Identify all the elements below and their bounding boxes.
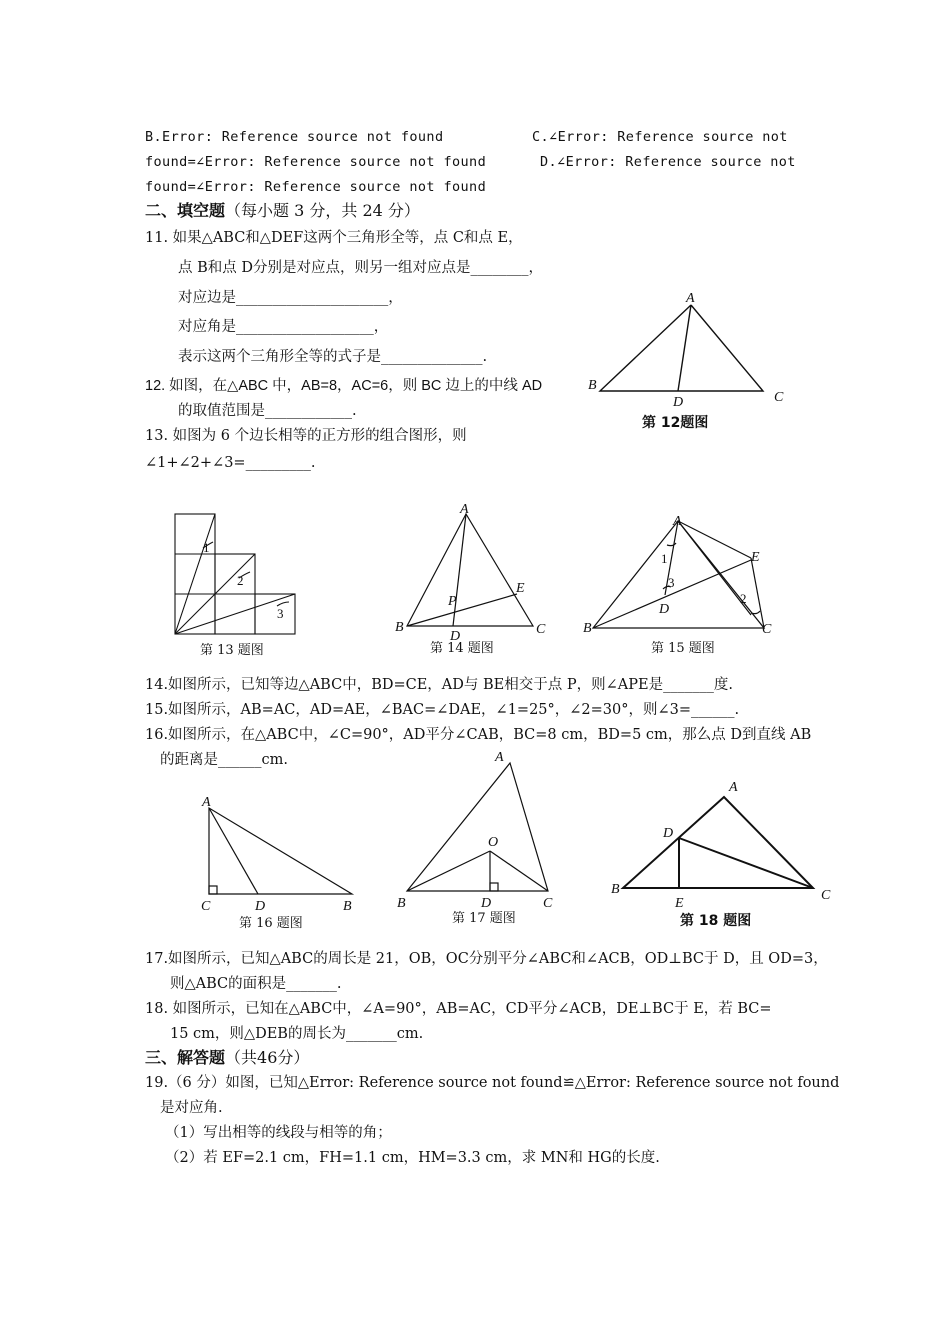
fig16-label-b: B — [343, 899, 352, 914]
fig15-caption: 第 15 题图 — [651, 641, 715, 656]
fig15-label-2: 2 — [740, 591, 747, 606]
q16-line1: 16.如图所示，在△ABC中，∠C=90°，AD平分∠CAB，BC=8 cm，BD=5 cm，那么点 D到直线 AB — [145, 727, 812, 743]
q12-line2: 的取值范围是____________. — [178, 403, 357, 419]
figure-17 — [390, 745, 565, 930]
fig15-label-a: A — [673, 514, 682, 529]
option-d: D.∠Error: Reference source not — [540, 154, 796, 170]
fig14-label-e: E — [516, 581, 525, 596]
fig14-label-b: B — [395, 620, 404, 635]
figure-14 — [390, 498, 560, 658]
figure-12 — [580, 285, 800, 435]
section-2-heading — [145, 201, 420, 221]
option-d-cont: found=∠Error: Reference source not found — [145, 179, 487, 195]
q19-line3: （1）写出相等的线段与相等的角； — [165, 1125, 392, 1141]
fig13-label-3: 3 — [277, 606, 284, 621]
fig18-label-c: C — [821, 888, 831, 903]
fig16-label-c: C — [201, 899, 211, 914]
fig15-label-d: D — [659, 602, 670, 617]
q11-line5: 表示这两个三角形全等的式子是______________. — [178, 349, 488, 365]
section-2-title: 二、填空题 — [145, 201, 226, 220]
q17-line2: 则△ABC的面积是_______. — [170, 976, 342, 992]
fig17-label-o: O — [488, 835, 499, 850]
q13-line2: ∠1+∠2+∠3=_________. — [145, 455, 316, 471]
fig14-label-p: P — [448, 594, 457, 609]
section-3-heading — [145, 1048, 309, 1068]
fig13-label-2: 2 — [237, 573, 244, 588]
q12-line1: 12. 如图，在△ABC 中，AB=8，AC=6，则 BC 边上的中线 AD — [145, 378, 543, 394]
fig12-triangle — [600, 305, 763, 391]
figure-16 — [195, 790, 370, 935]
fig15-label-b: B — [583, 621, 592, 636]
fig14-label-d: D — [450, 629, 461, 644]
fig12-label-b: B — [588, 378, 597, 393]
fig15-label-3: 3 — [668, 575, 675, 590]
fig14-caption: 第 14 题图 — [430, 641, 494, 656]
q11-line4: 对应角是___________________， — [178, 319, 389, 335]
fig17-label-c: C — [543, 896, 553, 911]
fig15-label-1: 1 — [661, 551, 668, 566]
option-c: C.∠Error: Reference source not — [532, 129, 788, 145]
fig17-label-d: D — [481, 896, 492, 911]
fig13-caption: 第 13 题图 — [200, 643, 264, 658]
fig17-label-a: A — [495, 750, 504, 765]
fig12-median — [678, 305, 691, 391]
q17-line1: 17.如图所示，已知△ABC的周长是 21，OB，OC分别平分∠ABC和∠ACB，OD⊥BC于 D，且 OD=3， — [145, 951, 828, 967]
q19-line2: 是对应角. — [160, 1100, 223, 1116]
q14: 14.如图所示，已知等边△ABC中，BD=CE，AD与 BE相交于点 P，则∠APE是_______度. — [145, 677, 733, 693]
fig14-label-a: A — [460, 502, 469, 517]
option-c-cont: found=∠Error: Reference source not found — [145, 154, 487, 170]
fig15-label-c: C — [762, 622, 772, 637]
fig12-label-d: D — [673, 395, 684, 410]
section-3-subtitle: （共46分） — [225, 1048, 310, 1067]
fig18-label-b: B — [611, 882, 620, 897]
fig15-label-e: E — [751, 550, 760, 565]
fig14-label-c: C — [536, 622, 546, 637]
fig12-label-a: A — [686, 291, 695, 306]
q11-line2: 点 B和点 D分别是对应点，则另一组对应点是________， — [178, 260, 543, 276]
q19-line4: （2）若 EF=2.1 cm，FH=1.1 cm，HM=3.3 cm，求 MN和 HG的长度. — [165, 1150, 660, 1166]
q13-line1: 13. 如图为 6 个边长相等的正方形的组合图形，则 — [145, 428, 467, 444]
fig12-label-c: C — [774, 390, 784, 405]
option-b: B.Error: Reference source not found — [145, 129, 444, 145]
fig12-caption: 第 12题图 — [642, 415, 709, 431]
figure-13 — [165, 508, 305, 663]
section-2-subtitle: （每小题 3 分，共 24 分） — [225, 201, 420, 220]
section-3-title: 三、解答题 — [145, 1048, 226, 1067]
fig18-label-e: E — [675, 896, 684, 911]
fig16-label-a: A — [202, 795, 211, 810]
q11-line3: 对应边是_____________________， — [178, 290, 403, 306]
q18-line2: 15 cm，则△DEB的周长为_______cm. — [170, 1026, 424, 1042]
figure-18 — [605, 775, 840, 935]
fig16-label-d: D — [255, 899, 266, 914]
fig13-label-1: 1 — [203, 540, 210, 555]
q19-line1: 19.（6 分）如图，已知△Error: Reference source not found≌△Error: Reference source not found — [145, 1075, 840, 1091]
fig17-caption: 第 17 题图 — [452, 911, 516, 926]
q15: 15.如图所示，AB=AC，AD=AE，∠BAC=∠DAE，∠1=25°，∠2=30°，则∠3=______. — [145, 702, 740, 718]
q18-line1: 18. 如图所示，已知在△ABC中，∠A=90°，AB=AC，CD平分∠ACB，DE⊥BC于 E，若 BC= — [145, 1001, 772, 1017]
fig18-label-a: A — [729, 780, 738, 795]
fig18-caption: 第 18 题图 — [680, 913, 752, 929]
fig17-label-b: B — [397, 896, 406, 911]
q11-line1: 11. 如果△ABC和△DEF这两个三角形全等，点 C和点 E， — [145, 230, 523, 246]
figure-15 — [575, 505, 785, 660]
fig18-label-d: D — [663, 826, 674, 841]
fig16-caption: 第 16 题图 — [239, 916, 303, 931]
q16-line2: 的距离是______cm. — [160, 752, 288, 768]
